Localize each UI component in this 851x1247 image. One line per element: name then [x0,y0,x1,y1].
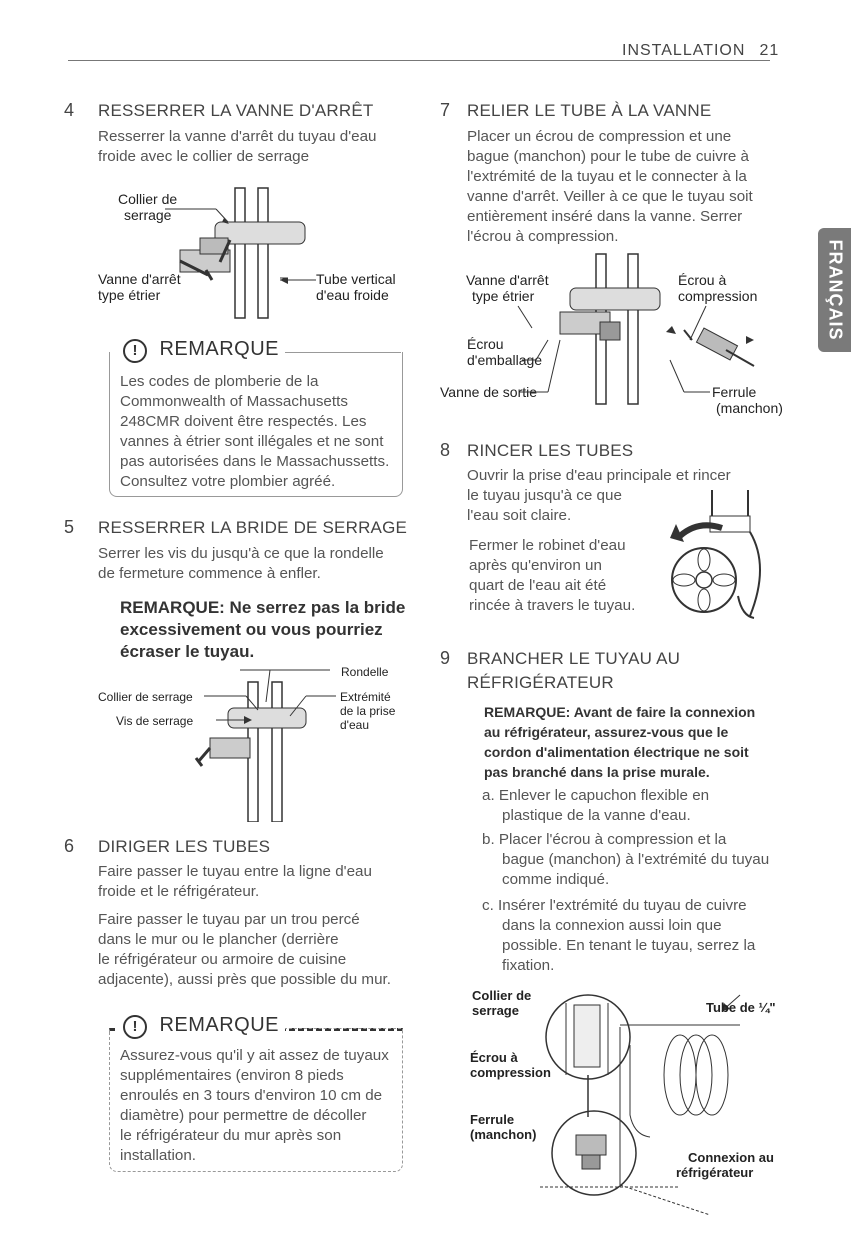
note-2-line-5: le réfrigérateur du mur après son [120,1127,342,1144]
step-7-title: RELIER LE TUBE À LA VANNE [467,101,712,120]
step-7-line-3: l'extrémité de la tuyau et le connecter à la [467,168,747,185]
step-9-b-3: comme indiqué. [502,871,610,888]
page-number: 21 [759,42,780,59]
label-ferrule-7b: (manchon) [716,400,783,416]
note-1-heading: REMARQUE [159,338,280,360]
label-vis: Vis de serrage [116,714,194,728]
label-ferrule-7a: Ferrule [712,384,757,400]
note-1-line-4: vannes à étrier sont illégales et ne sont [120,433,384,450]
step-9-b-1: b. Placer l'écrou à compression et la [482,831,727,848]
label-connexion-9a: Connexion au [688,1150,774,1165]
label-extremite-2: de la prise [340,704,396,718]
note-1-line-5: pas autorisées dans le Massachussetts. [120,453,390,470]
label-ecrou-9b: compression [470,1065,551,1080]
step-6-p2-4: adjacente), aussi près que possible du mur. [98,971,391,988]
step-7-line-2: bague (manchon) pour le tube de cuivre à [467,148,749,165]
label-rondelle: Rondelle [341,665,389,679]
step-9-c-1: c. Insérer l'extrémité du tuyau de cuivre [482,897,747,914]
note-2-line-4: diamètre) pour permettre de décoller [120,1107,367,1124]
label-vanne-4b: type étrier [98,287,161,303]
step-5-body-2: de fermeture commence à enfler. [98,565,321,582]
step-7-line-4: vanne d'arrêt. Veiller à ce que le tuyau soit [467,188,753,205]
language-tab [818,228,851,352]
step-9-remark-4: pas branché dans la prise murale. [484,764,710,780]
step-4-title: RESSERRER LA VANNE D'ARRÊT [98,101,374,120]
step-9-a-1: a. Enlever le capuchon flexible en [482,787,710,804]
step-8-p1-1: Ouvrir la prise d'eau principale et rincer [467,467,731,484]
step-6-p2-3: le réfrigérateur ou armoire de cuisine [98,951,347,968]
note-2-heading: REMARQUE [159,1014,280,1036]
step-5-number: 5 [64,517,75,537]
label-connexion-9b: réfrigérateur [676,1165,754,1180]
label-vanne-7b: type étrier [472,288,535,304]
step-7-number: 7 [440,100,451,120]
faucet-knob-illustration [650,486,770,626]
label-collier-4a: Collier de [118,191,178,207]
step-4-body-1: Resserrer la vanne d'arrêt du tuyau d'eau [98,128,377,145]
label-ecrou-7b: d'emballage [467,352,543,368]
note-2-line-2: supplémentaires (environ 8 pieds [120,1067,344,1084]
label-ferrule-9a: Ferrule [470,1112,515,1127]
label-ecrou-9a: Écrou à [470,1050,518,1065]
label-extremite-1: Extrémité [340,690,391,704]
tube-arrow-4 [278,278,318,288]
note-1-line-1: Les codes de plomberie de la [120,373,319,390]
step-9-c-2: dans la connexion aussi loin que [502,917,722,934]
step-9-title-1: BRANCHER LE TUYAU AU [467,649,681,668]
label-collier-4b: serrage [124,207,172,223]
step-5-remark-2: excessivement ou vous pourriez [120,620,383,639]
step-5-title: RESSERRER LA BRIDE DE SERRAGE [98,518,408,537]
step-8-p1-2: le tuyau jusqu'à ce que [467,487,622,504]
step-8-number: 8 [440,440,451,460]
step-9-remark-3: cordon d'alimentation électrique ne soit [484,744,749,760]
step-4-body-2: froide avec le collier de serrage [98,148,310,165]
page-header [622,42,779,60]
step-8-p2-4: rincée à travers le tuyau. [469,597,636,614]
label-vanne-4a: Vanne d'arrêt [98,271,181,287]
step-7-line-1: Placer un écrou de compression et une [467,128,732,145]
label-collier-9b: serrage [472,1003,519,1018]
note-1-line-6: Consultez votre plombier agréé. [120,473,336,490]
step-6-title: DIRIGER LES TUBES [98,837,271,856]
step-9-remark-1: REMARQUE: Avant de faire la connexion [484,704,756,720]
note-2-line-1: Assurez-vous qu'il y ait assez de tuyaux [120,1047,389,1064]
step-5-remark-1: REMARQUE: Ne serrez pas la bride [120,598,406,617]
note-1-line-3: 248CMR doivent être respectés. Les [120,413,367,430]
label-sortie: Vanne de sortie [440,384,538,400]
label-ecrou-7a: Écrou [467,336,504,352]
label-tube-4a: Tube vertical [316,271,396,287]
label-vanne-7a: Vanne d'arrêt [466,272,549,288]
language-tab-label: FRANÇAIS [825,239,845,341]
step-9-b-2: bague (manchon) à l'extrémité du tuyau [502,851,770,868]
step-5-body-1: Serrer les vis du jusqu'à ce que la rondelle [98,545,384,562]
label-collier-9a: Collier de [472,988,532,1003]
step-5-remark-3: écraser le tuyau. [120,642,255,661]
warning-icon: ! [123,1015,147,1039]
label-tube-4b: d'eau froide [316,287,389,303]
note-2-line-6: installation. [120,1147,196,1164]
step-6-p1-1: Faire passer le tuyau entre la ligne d'eau [98,863,372,880]
step-8-title: RINCER LES TUBES [467,441,634,460]
label-ferrule-9b: (manchon) [470,1127,537,1142]
step-9-a-2: plastique de la vanne d'eau. [502,807,691,824]
label-tube-9: Tube de ¼" [706,1000,776,1015]
step-6-number: 6 [64,836,75,856]
step-6-p1-2: froide et le réfrigérateur. [98,883,260,900]
section-title: INSTALLATION [622,42,746,59]
step-7-leader-lines [440,300,740,400]
header-rule [68,60,770,61]
label-extremite-3: d'eau [340,718,369,732]
step-9-c-3: possible. En tenant le tuyau, serrez la [502,937,756,954]
step-9-title-2: RÉFRIGÉRATEUR [467,673,614,692]
step-8-p2-2: après qu'environ un [469,557,602,574]
step-8-p2-1: Fermer le robinet d'eau [469,537,626,554]
step-7-line-5: entièrement inséré dans la vanne. Serrer [467,208,743,225]
step-4-number: 4 [64,100,75,120]
step-7-line-6: l'écrou à compression. [467,228,619,245]
saddle-clamp-illustration [190,662,340,822]
label-collier-5: Collier de serrage [98,690,193,704]
step-9-number: 9 [440,648,451,668]
step-9-remark-2: au réfrigérateur, assurez-vous que le [484,724,729,740]
warning-icon: ! [123,339,147,363]
note-1-line-2: Commonwealth of Massachusetts [120,393,348,410]
step-5-leader-lines [176,690,336,730]
label-ecrou-compression-7b: compression [678,288,758,304]
step-9-c-4: fixation. [502,957,555,974]
step-6-p2-2: dans le mur ou le plancher (derrière [98,931,339,948]
step-6-p2-1: Faire passer le tuyau par un trou percé [98,911,360,928]
note-2-line-3: enroulés en 3 tours d'environ 10 cm de [120,1087,383,1104]
step-8-p1-3: l'eau soit claire. [467,507,572,524]
step-8-p2-3: quart de l'eau ait été [469,577,607,594]
label-ecrou-compression-7a: Écrou à [678,272,727,288]
